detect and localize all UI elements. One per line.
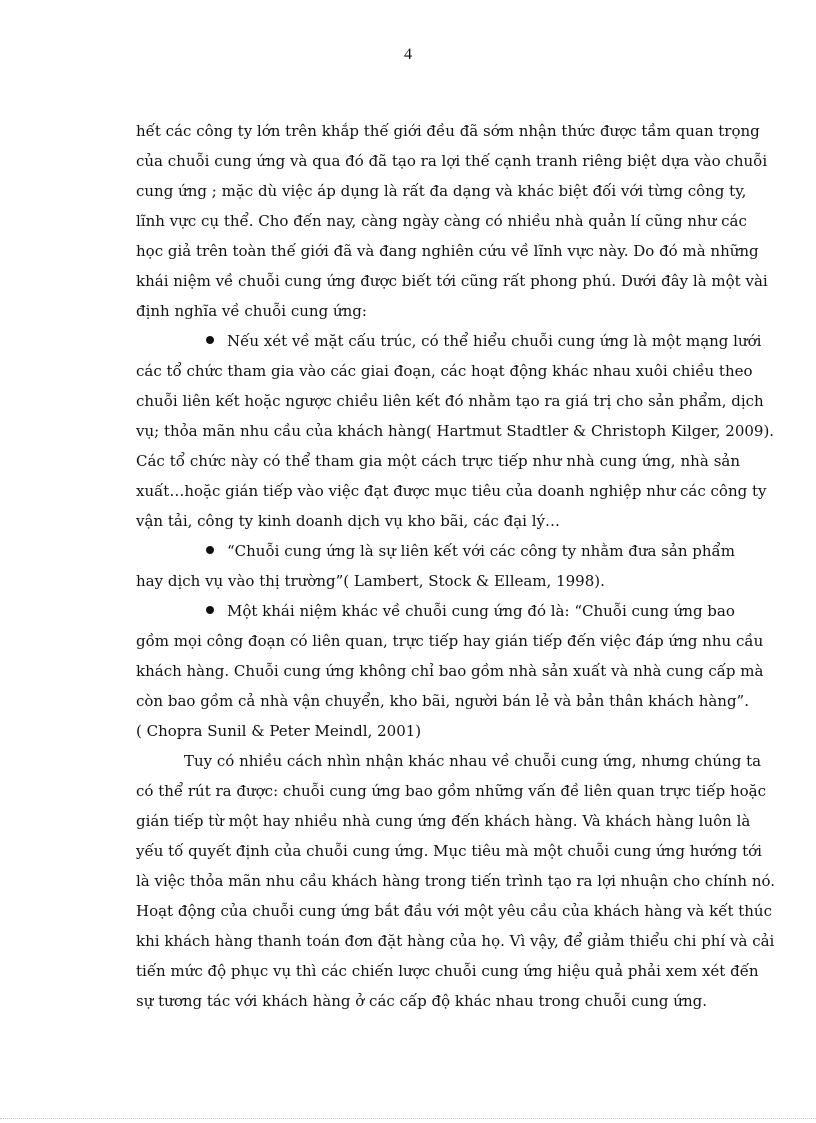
text-line: cung ứng ; mặc dù việc áp dụng là rất đa dạng và khác biệt đối với từng công ty, [136, 182, 747, 200]
text-line: hay dịch vụ vào thị trường”( Lambert, Stock & Elleam, 1998). [136, 572, 605, 590]
text-line: vận tải, công ty kinh doanh dịch vụ kho bãi, các đại lý… [136, 512, 560, 530]
text-line: Các tổ chức này có thể tham gia một cách trực tiếp như nhà cung ứng, nhà sản [136, 452, 740, 470]
text-line: định nghĩa về chuỗi cung ứng: [136, 302, 367, 320]
text-line: yếu tố quyết định của chuỗi cung ứng. Mục tiêu mà một chuỗi cung ứng hướng tới [136, 842, 762, 860]
text-line: chuỗi liên kết hoặc ngược chiều liên kết đó nhằm tạo ra giá trị cho sản phẩm, dịch [136, 392, 764, 410]
text-line: khi khách hàng thanh toán đơn đặt hàng của họ. Vì vậy, để giảm thiểu chi phí và cải [136, 932, 775, 950]
bullet-text: Một khái niệm khác về chuỗi cung ứng đó là: “Chuỗi cung ứng bao [227, 602, 735, 620]
text-line: Tuy có nhiều cách nhìn nhận khác nhau về chuỗi cung ứng, nhưng chúng ta [184, 752, 762, 770]
text-line: khách hàng. Chuỗi cung ứng không chỉ bao gồm nhà sản xuất và nhà cung cấp mà [136, 662, 764, 680]
text-line: tiến mức độ phục vụ thì các chiến lược chuỗi cung ứng hiệu quả phải xem xét đến [136, 962, 759, 980]
text-line: ( Chopra Sunil & Peter Meindl, 2001) [136, 722, 422, 740]
text-line: khái niệm về chuỗi cung ứng được biết tới cũng rất phong phú. Dưới đây là một vài [136, 272, 768, 290]
text-line: vụ; thỏa mãn nhu cầu của khách hàng( Hartmut Stadtler & Christoph Kilger, 2009). [136, 422, 775, 440]
text-line: là việc thỏa mãn nhu cầu khách hàng trong tiến trình tạo ra lợi nhuận cho chính nó. [136, 872, 776, 890]
text-line: lĩnh vực cụ thể. Cho đến nay, càng ngày càng có nhiều nhà quản lí cũng như các [136, 212, 747, 230]
bullet-definition-lambert [136, 536, 740, 596]
text-line: gián tiếp từ một hay nhiều nhà cung ứng đến khách hàng. Và khách hàng luôn là [136, 812, 751, 830]
text-line: học giả trên toàn thế giới đã và đang nghiên cứu về lĩnh vực này. Do đó mà những [136, 242, 759, 260]
text-line: hết các công ty lớn trên khắp thế giới đều đã sớm nhận thức được tầm quan trọng [136, 122, 760, 140]
text-line: xuất…hoặc gián tiếp vào việc đạt được mục tiêu của doanh nghiệp như các công ty [136, 482, 767, 500]
document-body [136, 116, 776, 1016]
bullet-icon [206, 606, 214, 614]
text-line: sự tương tác với khách hàng ở các cấp độ khác nhau trong chuỗi cung ứng. [136, 992, 707, 1010]
bullet-icon [206, 546, 214, 554]
paragraph-intro [136, 116, 768, 326]
text-line: gồm mọi công đoạn có liên quan, trực tiếp hay gián tiếp đến việc đáp ứng nhu cầu [136, 632, 764, 650]
page-bottom-divider [0, 1118, 816, 1119]
page-number: 4 [404, 46, 412, 63]
bullet-first-line [136, 596, 740, 626]
bullet-text: Nếu xét về mặt cấu trúc, có thể hiểu chuỗi cung ứng là một mạng lưới [227, 332, 762, 350]
bullet-icon [206, 336, 214, 344]
bullet-first-line [136, 326, 762, 356]
text-line: Hoạt động của chuỗi cung ứng bắt đầu với một yêu cầu của khách hàng và kết thúc [136, 902, 772, 920]
bullet-first-line [136, 536, 740, 566]
text-line: còn bao gồm cả nhà vận chuyển, kho bãi, người bán lẻ và bản thân khách hàng”. [136, 692, 749, 710]
text-line: có thể rút ra được: chuỗi cung ứng bao gồm những vấn đề liên quan trực tiếp hoặc [136, 782, 766, 800]
paragraph-summary [136, 746, 776, 1016]
text-line: các tổ chức tham gia vào các giai đoạn, các hoạt động khác nhau xuôi chiều theo [136, 362, 753, 380]
bullet-text: “Chuỗi cung ứng là sự liên kết với các công ty nhằm đưa sản phẩm [227, 542, 735, 560]
text-line: của chuỗi cung ứng và qua đó đã tạo ra lợi thế cạnh tranh riêng biệt dựa vào chuỗi [136, 152, 768, 170]
bullet-definition-chopra [136, 596, 764, 746]
bullet-definition-structure [136, 326, 775, 536]
